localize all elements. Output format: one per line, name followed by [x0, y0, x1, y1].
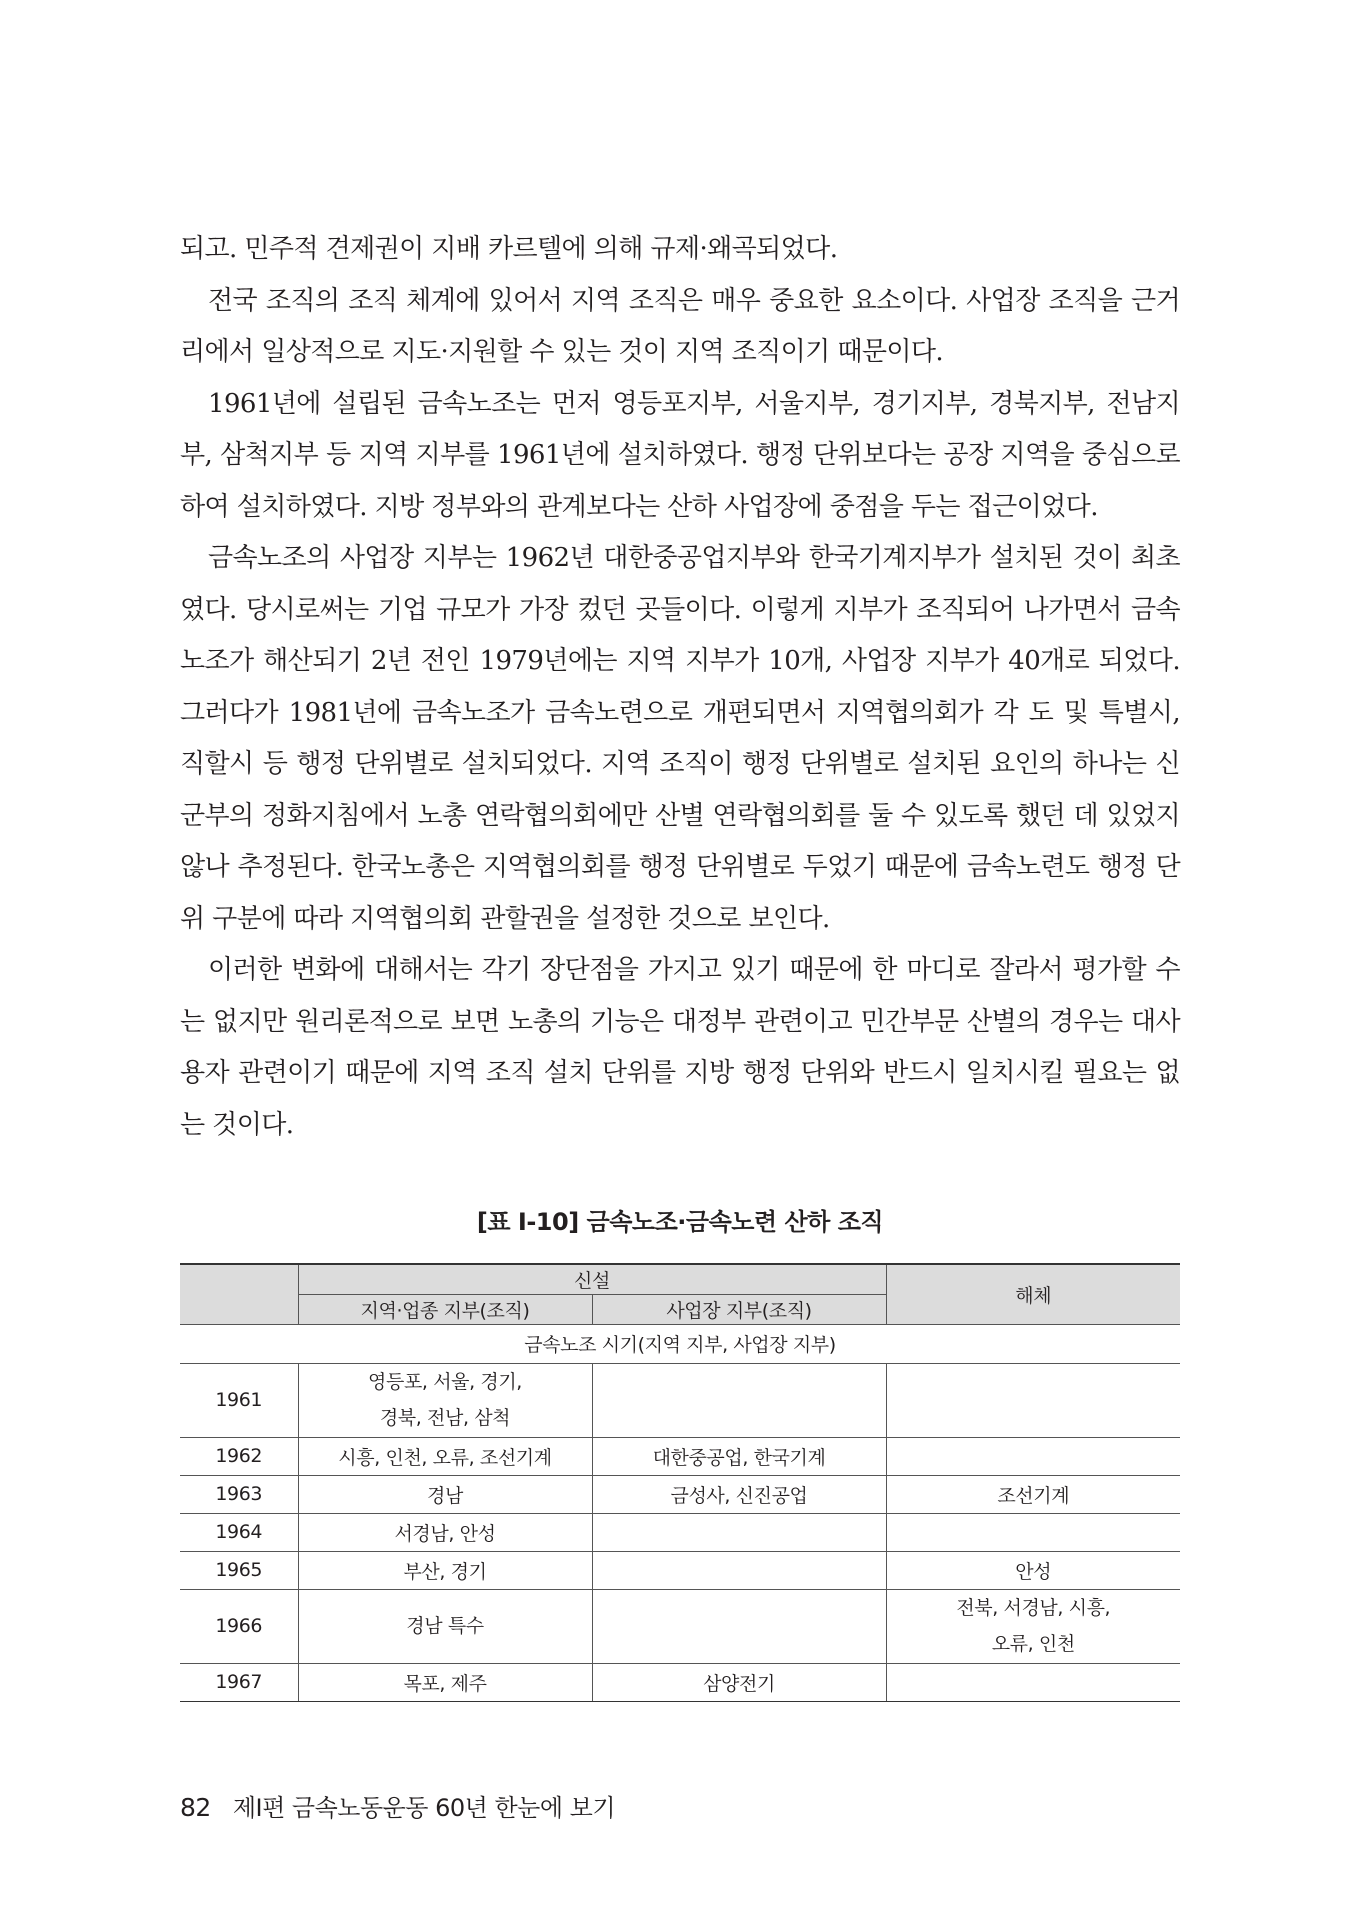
table-row	[180, 1437, 1180, 1475]
region-cell: 영등포, 서울, 경기, 경북, 전남, 삼척	[298, 1363, 592, 1437]
region-cell: 목포, 제주	[298, 1663, 592, 1701]
organization-table	[180, 1263, 1180, 1702]
region-cell: 경남 특수	[298, 1589, 592, 1663]
paragraph: 1961년에 설립된 금속노조는 먼저 영등포지부, 서울지부, 경기지부, 경북지부, 전남지부, 삼척지부 등 지역 지부를 1961년에 설치하였다. 행정 단위보다는 공장 지역을 중심으로 하여 설치하였다. 지방 정부와의 관계보다는 산하 사업장에 중점을 두는 접근이었다.	[180, 388, 1180, 522]
paragraph: 이러한 변화에 대해서는 각기 장단점을 가지고 있기 때문에 한 마디로 잘라서 평가할 수는 없지만 원리론적으로 보면 노총의 기능은 대정부 관련이고 민간부문 산별의 경우는 대사용자 관련이기 때문에 지역 조직 설치 단위를 지방 행정 단위와 반드시 일치시킬 필요는 없는 것이다.	[180, 955, 1180, 1140]
running-title: 제Ⅰ편 금속노동운동 60년 한눈에 보기	[232, 1794, 616, 1822]
paragraph: 금속노조의 사업장 지부는 1962년 대한중공업지부와 한국기계지부가 설치된 것이 최초였다. 당시로써는 기업 규모가 가장 컸던 곳들이다. 이렇게 지부가 조직되어 나가면서 금속노조가 해산되기 2년 전인 1979년에는 지역 지부가 10개, 사업장 지부가 40개로 되었다. 그러다가 1981년에 금속노조가 금속노련으로 개편되면서 지역협의회가 각 도 및 특별시, 직할시 등 행정 단위별로 설치되었다. 지역 조직이 행정 단위별로 설치된 요인의 하나는 신군부의 정화지침에서 노총 연락협의회에만 산별 연락협의회를 둘 수 있도록 했던 데 있었지 않나 추정된다. 한국노총은 지역협의회를 행정 단위별로 두었기 때문에 금속노련도 행정 단위 구분에 따라 지역협의회 관할권을 설정한 것으로 보인다.	[180, 543, 1180, 934]
year-cell: 1964	[180, 1513, 298, 1551]
page-footer	[180, 1788, 615, 1823]
region-cell: 시흥, 인천, 오류, 조선기계	[298, 1437, 592, 1475]
workplace-cell: 금성사, 신진공업	[592, 1475, 886, 1513]
table-row	[180, 1363, 1180, 1437]
workplace-cell	[592, 1551, 886, 1589]
dissolved-cell	[886, 1513, 1180, 1551]
period-row: 금속노조 시기(지역 지부, 사업장 지부)	[180, 1324, 1180, 1363]
header-year	[180, 1264, 298, 1324]
workplace-cell	[592, 1589, 886, 1663]
year-cell: 1963	[180, 1475, 298, 1513]
workplace-cell: 삼양전기	[592, 1663, 886, 1701]
year-cell: 1962	[180, 1437, 298, 1475]
year-cell: 1966	[180, 1589, 298, 1663]
table-row	[180, 1589, 1180, 1663]
dissolved-cell	[886, 1663, 1180, 1701]
dissolved-cell: 조선기계	[886, 1475, 1180, 1513]
year-cell: 1967	[180, 1663, 298, 1701]
table-row	[180, 1551, 1180, 1589]
dissolved-cell	[886, 1363, 1180, 1437]
header-dissolved: 해체	[886, 1264, 1180, 1324]
paragraph: 전국 조직의 조직 체계에 있어서 지역 조직은 매우 중요한 요소이다. 사업장 조직을 근거리에서 일상적으로 지도·지원할 수 있는 것이 지역 조직이기 때문이다.	[180, 285, 1180, 367]
table-row	[180, 1475, 1180, 1513]
year-cell: 1965	[180, 1551, 298, 1589]
header-region: 지역·업종 지부(조직)	[298, 1294, 592, 1324]
workplace-cell: 대한중공업, 한국기계	[592, 1437, 886, 1475]
dissolved-cell	[886, 1437, 1180, 1475]
table-row	[180, 1663, 1180, 1701]
page-number: 82	[180, 1793, 211, 1822]
header-workplace: 사업장 지부(조직)	[592, 1294, 886, 1324]
dissolved-cell: 전북, 서경남, 시흥, 오류, 인천	[886, 1589, 1180, 1663]
workplace-cell	[592, 1513, 886, 1551]
body-text	[180, 224, 1180, 1151]
header-new: 신설	[298, 1264, 886, 1294]
workplace-cell	[592, 1363, 886, 1437]
region-cell: 서경남, 안성	[298, 1513, 592, 1551]
paragraph: 되고. 민주적 견제권이 지배 카르텔에 의해 규제·왜곡되었다.	[180, 234, 838, 264]
year-cell: 1961	[180, 1363, 298, 1437]
table-row	[180, 1513, 1180, 1551]
table-caption: [표 Ⅰ-10] 금속노조·금속노련 산하 조직	[476, 1208, 884, 1236]
region-cell: 경남	[298, 1475, 592, 1513]
region-cell: 부산, 경기	[298, 1551, 592, 1589]
dissolved-cell: 안성	[886, 1551, 1180, 1589]
